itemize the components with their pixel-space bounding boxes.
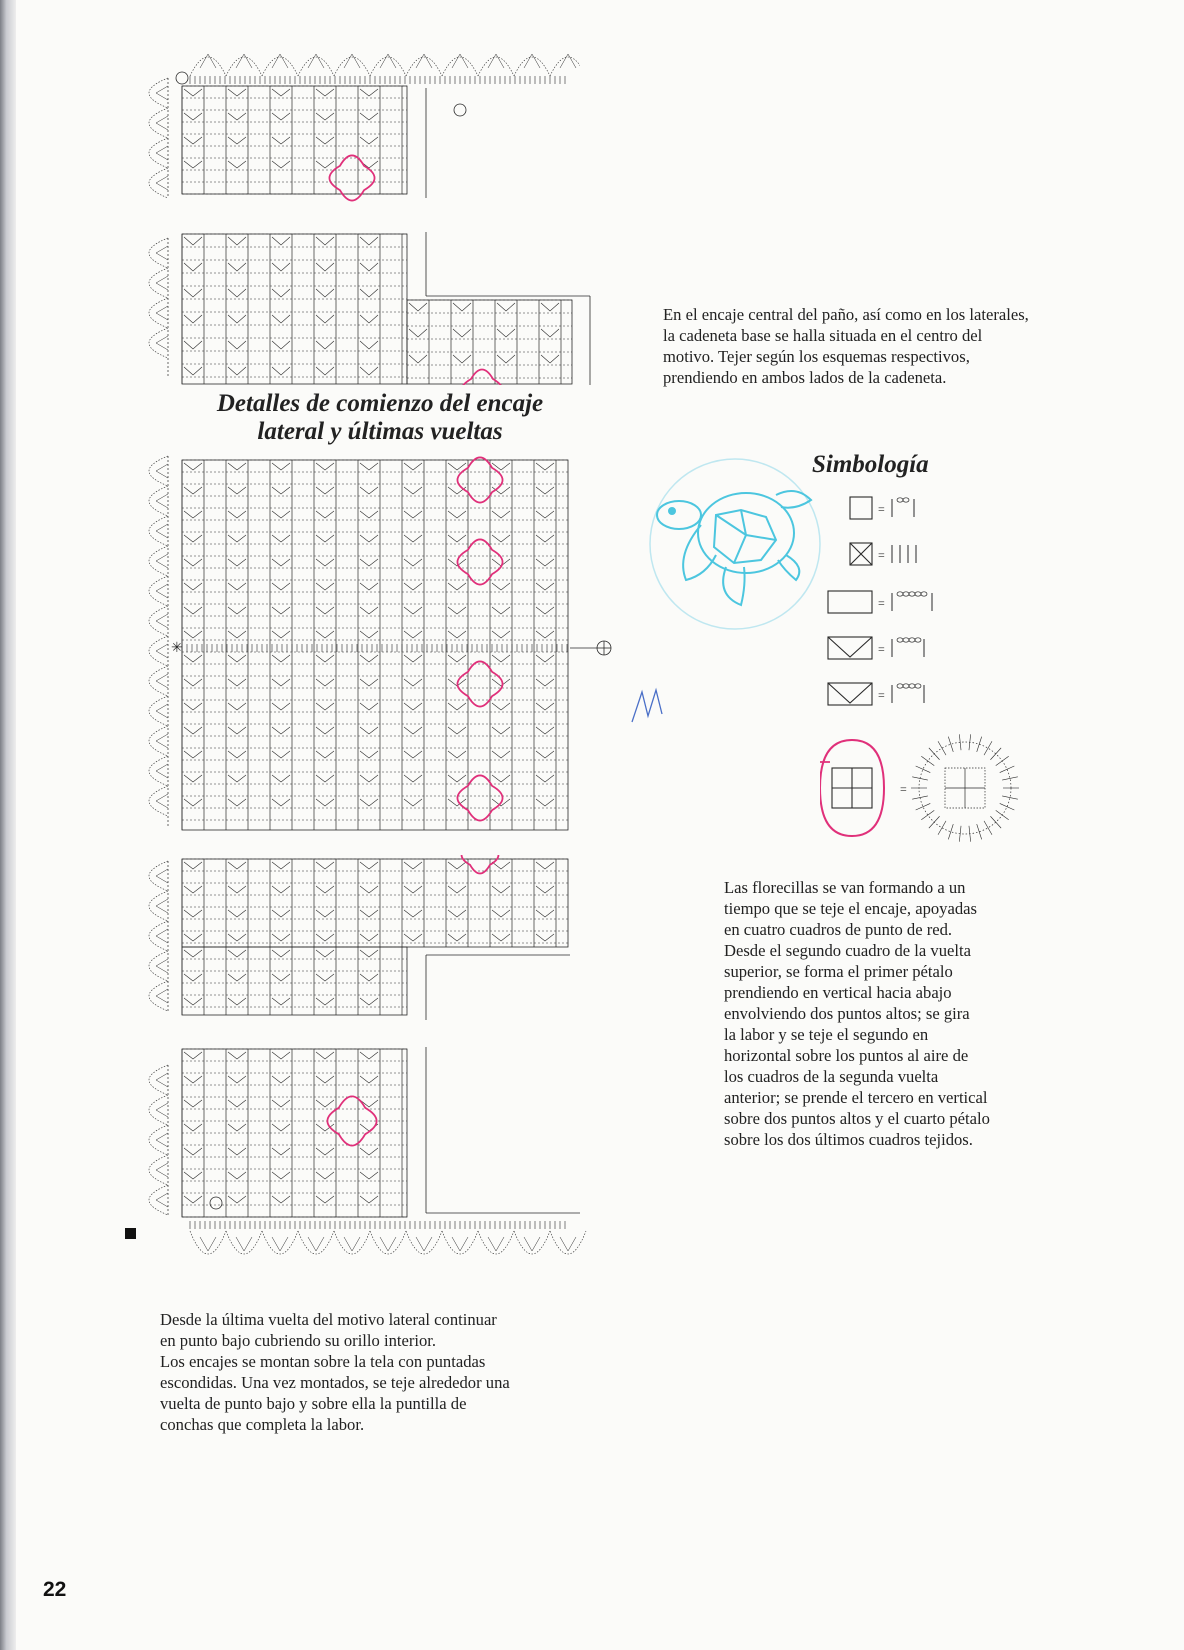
start-square-marker	[125, 1228, 136, 1239]
intro-line: motivo. Tejer según los esquemas respectivos,	[663, 347, 970, 366]
intro-paragraph	[663, 304, 1118, 388]
crochet-chart-main	[130, 452, 620, 832]
page-number: 22	[43, 1578, 67, 1601]
finish-line: Desde la última vuelta del motivo lateral continuar	[160, 1310, 497, 1329]
chart-svg	[130, 230, 600, 385]
stitch-grid	[407, 300, 572, 384]
flower-line: la labor y se teje el segundo en	[724, 1025, 929, 1044]
stitch-grid	[182, 460, 568, 830]
crochet-chart-step	[130, 855, 600, 1020]
flower-motif	[462, 855, 499, 873]
flower-line: Las florecillas se van formando a un	[724, 878, 966, 897]
svg-text:=: =	[878, 642, 885, 656]
svg-text:=: =	[878, 548, 885, 562]
section-heading-line-2: lateral y últimas vueltas	[257, 418, 503, 445]
star-symbol-icon: ✳	[171, 641, 183, 656]
finish-line: vuelta de punto bajo y sobre ella la puntilla de	[160, 1394, 467, 1413]
end-symbol-icon	[210, 1197, 222, 1209]
crochet-chart-corner-top	[130, 18, 580, 203]
end-symbol-icon	[454, 104, 466, 116]
finish-line: escondidas. Una vez montados, se teje alrededor una	[160, 1373, 510, 1392]
intro-line: la cadeneta base se halla situada en el centro del	[663, 326, 983, 345]
flower-line: Desde el segundo cuadro de la vuelta	[724, 941, 971, 960]
finishing-instructions	[160, 1309, 600, 1435]
chart-svg	[130, 18, 580, 203]
stitch-grid	[182, 859, 568, 947]
svg-text:=: =	[878, 688, 885, 702]
flower-line: superior, se forma el primer pétalo	[724, 962, 953, 981]
section-heading-line-1: Detalles de comienzo del encaje	[216, 390, 544, 417]
crochet-chart-corner-bottom	[130, 1045, 590, 1290]
flower-stitch-diagram	[911, 734, 1019, 841]
finish-line: Los encajes se montan sobre la tela con puntadas	[160, 1352, 486, 1371]
symbology-title: Simbología	[812, 451, 929, 478]
v-shape-icon	[828, 637, 872, 659]
v-shape-variant-icon	[828, 683, 872, 705]
flower-motif	[457, 775, 502, 820]
svg-text:=: =	[878, 502, 885, 516]
flower-line: horizontal sobre los puntos al aire de	[724, 1046, 969, 1065]
stitch-grid	[182, 1049, 407, 1217]
legend-svg	[820, 488, 1060, 868]
shell-edging	[149, 861, 168, 1011]
flower-line: tiempo que se teje el encaje, apoyadas	[724, 899, 977, 918]
shell-edging	[149, 1065, 168, 1215]
top-edging	[190, 54, 580, 76]
crochet-chart-turn	[130, 230, 600, 385]
svg-text:=: =	[900, 782, 907, 796]
flower-line: prendiendo en vertical hacia abajo	[724, 983, 952, 1002]
flower-line: en cuatro cuadros de punto de red.	[724, 920, 953, 939]
flower-line: envolviendo dos puntos altos; se gira	[724, 1004, 970, 1023]
stitch-grid	[182, 234, 407, 384]
flower-instructions	[724, 877, 1054, 1150]
flower-line: anterior; se prende el tercero en vertical	[724, 1088, 988, 1107]
flower-line: sobre dos puntos altos y el cuarto pétalo	[724, 1109, 990, 1128]
shell-edging	[149, 456, 168, 828]
intro-line: prendiendo en ambos lados de la cadeneta.	[663, 368, 947, 387]
svg-text:=: =	[878, 596, 885, 610]
section-heading	[150, 390, 610, 446]
chart-svg	[130, 1045, 590, 1290]
symbology-legend	[820, 488, 1060, 873]
chart-svg	[130, 452, 620, 832]
page-binding-edge	[0, 0, 16, 1650]
stitch-grid	[182, 947, 407, 1015]
shell-edging	[149, 78, 168, 198]
stitch-grid	[182, 86, 407, 194]
flower-motif	[462, 370, 503, 386]
start-symbol-icon	[176, 72, 188, 84]
wide-rectangle-icon	[828, 591, 872, 613]
shell-edging	[149, 238, 168, 378]
open-square-icon	[850, 497, 872, 519]
bottom-edging	[190, 1231, 586, 1254]
finish-line: conchas que completa la labor.	[160, 1415, 365, 1434]
flower-line: los cuadros de la segunda vuelta	[724, 1067, 939, 1086]
chart-svg	[130, 855, 600, 1020]
flower-line: sobre los dos últimos cuadros tejidos.	[724, 1130, 973, 1149]
pencil-mark-icon	[628, 686, 668, 731]
turtle-stamp-icon	[646, 455, 824, 638]
flower-motif-icon	[820, 740, 884, 836]
finish-line: en punto bajo cubriendo su orillo interior.	[160, 1331, 437, 1350]
intro-line: En el encaje central del paño, así como en los laterales,	[663, 305, 1029, 324]
